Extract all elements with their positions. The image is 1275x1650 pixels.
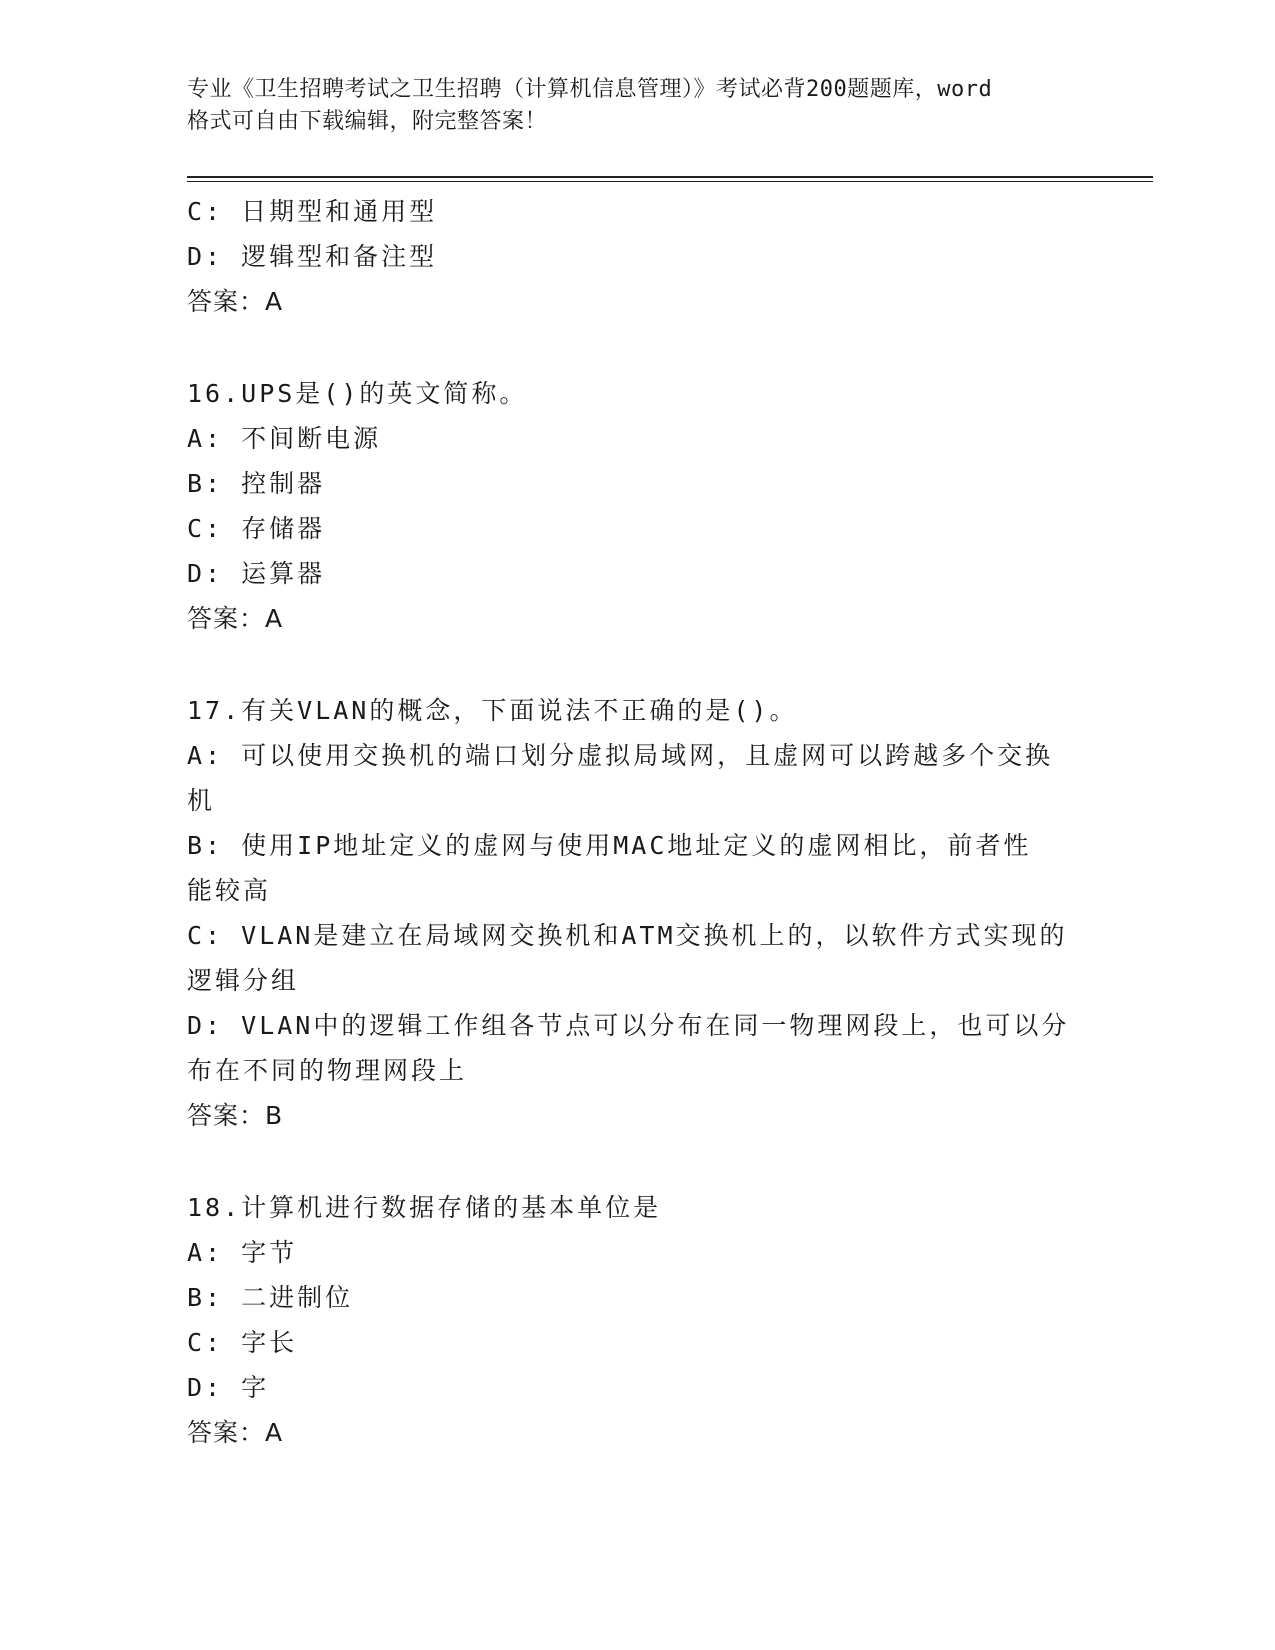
option-a-continued: 机 [187,786,216,815]
option-d: D: VLAN中的逻辑工作组各节点可以分布在同一物理网段上，也可以分 [187,1011,1070,1040]
question-18 [187,1185,1087,1455]
header-line-1: 专业《卫生招聘考试之卫生招聘（计算机信息管理）》考试必背200题题库，word [187,77,993,102]
option-c-continued: 逻辑分组 [187,966,300,995]
option-a: A: 可以使用交换机的端口划分虚拟局域网，且虚网可以跨越多个交换 [187,741,1054,770]
question-text: 18.计算机进行数据存储的基本单位是 [187,1193,662,1222]
question-list [187,189,1087,1455]
option-d-continued: 布在不同的物理网段上 [187,1056,468,1085]
document-header [187,74,1087,138]
header-rule-thick [187,176,1153,178]
option-c: C: 存储器 [187,514,326,543]
option-d: D: 运算器 [187,559,326,588]
option-b: B: 使用IP地址定义的虚网与使用MAC地址定义的虚网相比，前者性 [187,831,1032,860]
option-b-continued: 能较高 [187,876,272,905]
option-d: D: 逻辑型和备注型 [187,242,438,271]
header-line-2: 格式可自由下载编辑，附完整答案！ [187,109,548,134]
option-a: A: 字节 [187,1238,298,1267]
option-a: A: 不间断电源 [187,424,382,453]
header-rule-thin [187,181,1153,182]
option-b: B: 控制器 [187,469,326,498]
option-d: D: 字 [187,1373,270,1402]
option-b: B: 二进制位 [187,1283,354,1312]
question-17 [187,688,1087,1138]
answer-line: 答案：A [187,287,284,316]
option-c: C: 字长 [187,1328,298,1357]
answer-line: 答案：B [187,1101,284,1130]
question-text: 16.UPS是()的英文简称。 [187,379,528,408]
option-c: C: VLAN是建立在局域网交换机和ATM交换机上的，以软件方式实现的 [187,921,1068,950]
answer-line: 答案：A [187,1418,284,1447]
question-text: 17.有关VLAN的概念，下面说法不正确的是()。 [187,696,798,725]
question-15-tail [187,189,1087,324]
option-c: C: 日期型和通用型 [187,197,438,226]
answer-line: 答案：A [187,604,284,633]
question-16 [187,371,1087,641]
